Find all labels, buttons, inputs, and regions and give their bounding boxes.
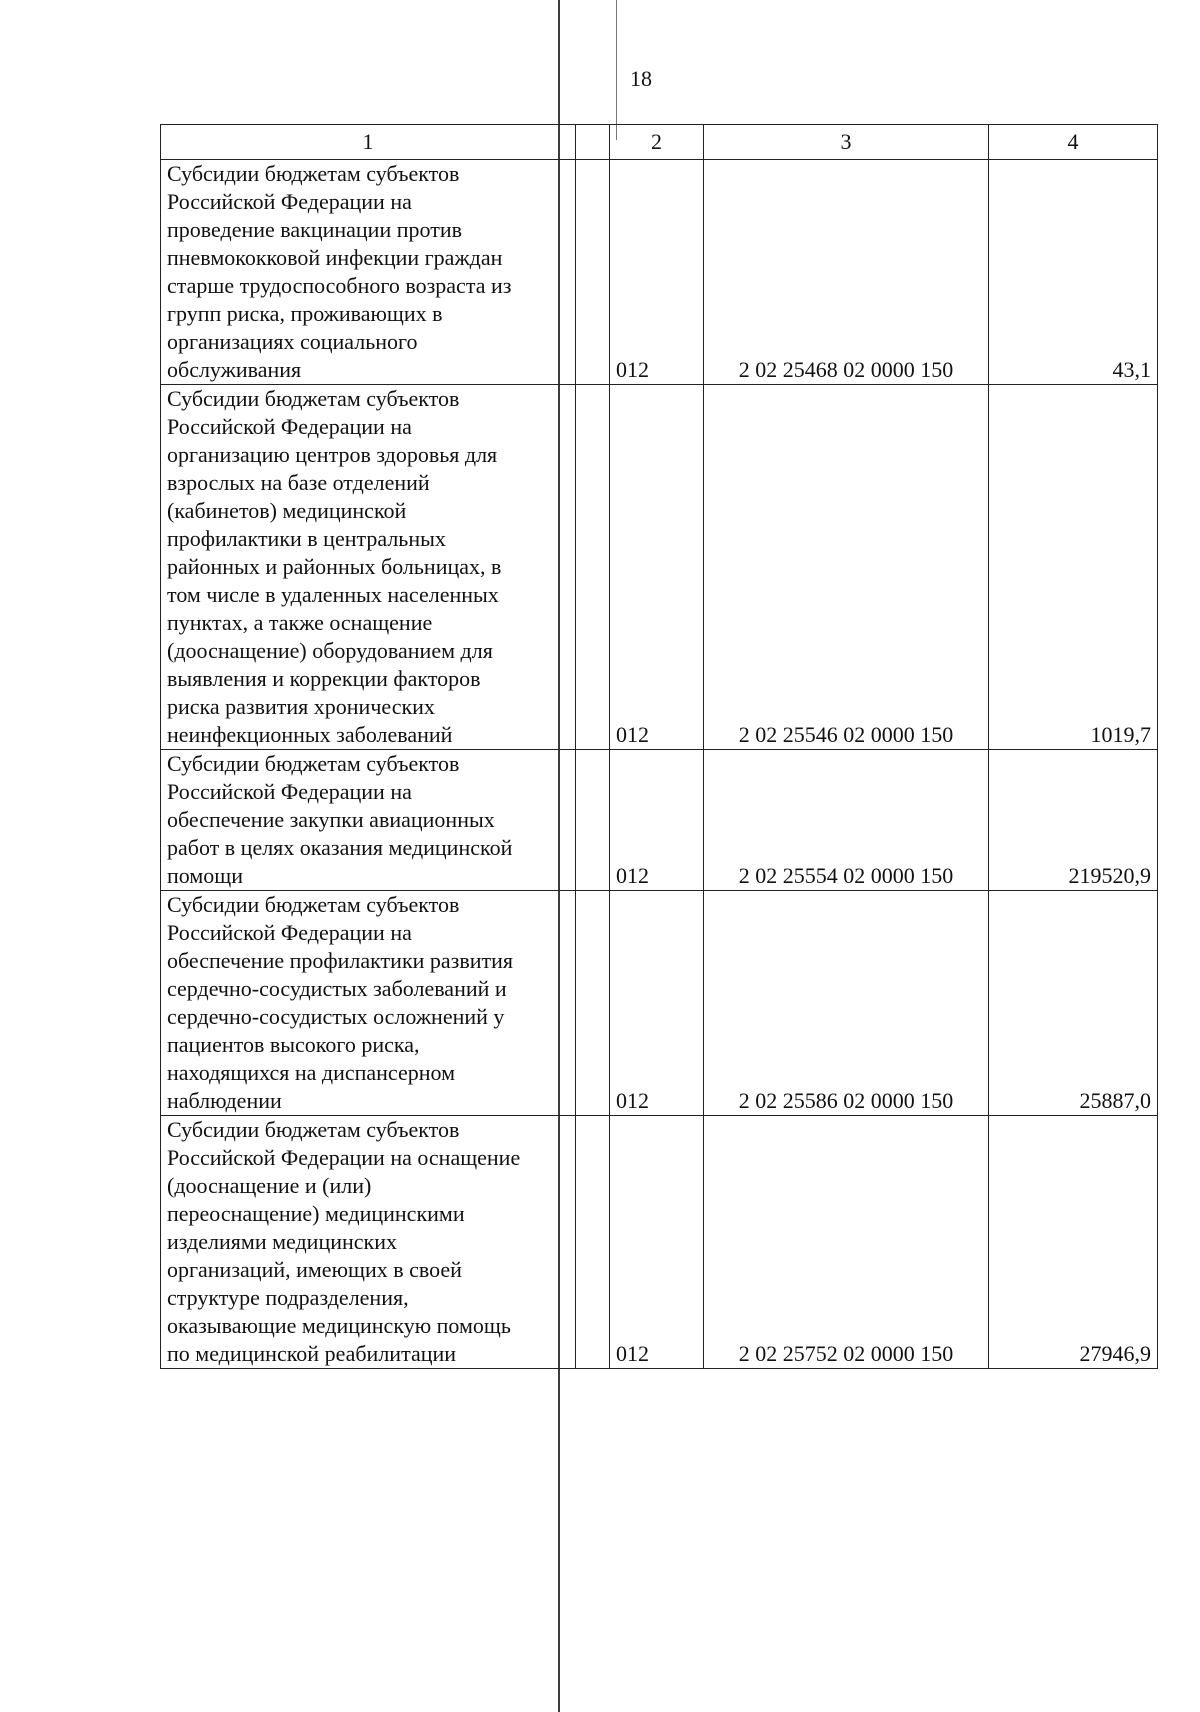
row-name: Субсидии бюджетам субъектов Российской Федерации на организацию центров здоровья для взрослых на базе отделений (кабинетов) медицинской профилактики в центральных районных и районных больницах, в том числе в удаленных населенных пунктах, а также оснащение (дооснащение) оборудованием для выявления и коррекции факторов риска развития хронических неинфекционных заболеваний [167,386,502,747]
table-row [161,750,1158,891]
row-admin-code: 012 [610,891,704,1116]
page-number: 18 [630,66,652,91]
row-budget-code: 2 02 25586 02 0000 150 [704,891,989,1116]
row-name: Субсидии бюджетам субъектов Российской Федерации на проведение вакцинации против пневмококковой инфекции граждан старше трудоспособного возраста из групп риска, проживающих в организациях социального обслуживания [167,161,512,382]
header-row [161,125,1158,160]
row-name: Субсидии бюджетам субъектов Российской Федерации на оснащение (дооснащение и (или) переоснащение) медицинскими изделиями медицинских организаций, имеющих в своей структуре подразделения, оказывающие медицинскую помощь по медицинской реабилитации [167,1117,521,1366]
row-admin-code: 012 [610,1116,704,1369]
row-gap-cell [576,385,610,750]
header-col-3: 3 [704,125,989,160]
row-name: Субсидии бюджетам субъектов Российской Федерации на обеспечение закупки авиационных работ в целях оказания медицинской помощи [167,751,513,888]
budget-table [160,124,1158,1369]
row-name-cell [161,160,576,385]
binding-fold-line-secondary [616,0,617,140]
row-admin-code: 012 [610,160,704,385]
row-budget-code: 2 02 25752 02 0000 150 [704,1116,989,1369]
header-col-gap [576,125,610,160]
table-row [161,891,1158,1116]
row-amount: 25887,0 [989,891,1158,1116]
row-gap-cell [576,891,610,1116]
row-name-cell [161,750,576,891]
row-gap-cell [576,1116,610,1369]
row-budget-code: 2 02 25554 02 0000 150 [704,750,989,891]
row-name-cell [161,891,576,1116]
header-col-1: 1 [161,125,576,160]
table-row [161,160,1158,385]
row-gap-cell [576,160,610,385]
row-name-cell [161,1116,576,1369]
row-name: Субсидии бюджетам субъектов Российской Федерации на обеспечение профилактики развития сердечно-сосудистых заболеваний и сердечно-сосудистых осложнений у пациентов высокого риска, находящихся на диспансерном наблюдении [167,892,514,1113]
row-budget-code: 2 02 25546 02 0000 150 [704,385,989,750]
header-col-4: 4 [989,125,1158,160]
header-col-2: 2 [610,125,704,160]
row-admin-code: 012 [610,750,704,891]
row-gap-cell [576,750,610,891]
row-amount: 219520,9 [989,750,1158,891]
row-amount: 27946,9 [989,1116,1158,1369]
table-row [161,385,1158,750]
row-admin-code: 012 [610,385,704,750]
row-amount: 43,1 [989,160,1158,385]
row-budget-code: 2 02 25468 02 0000 150 [704,160,989,385]
row-name-cell [161,385,576,750]
row-amount: 1019,7 [989,385,1158,750]
table-row [161,1116,1158,1369]
